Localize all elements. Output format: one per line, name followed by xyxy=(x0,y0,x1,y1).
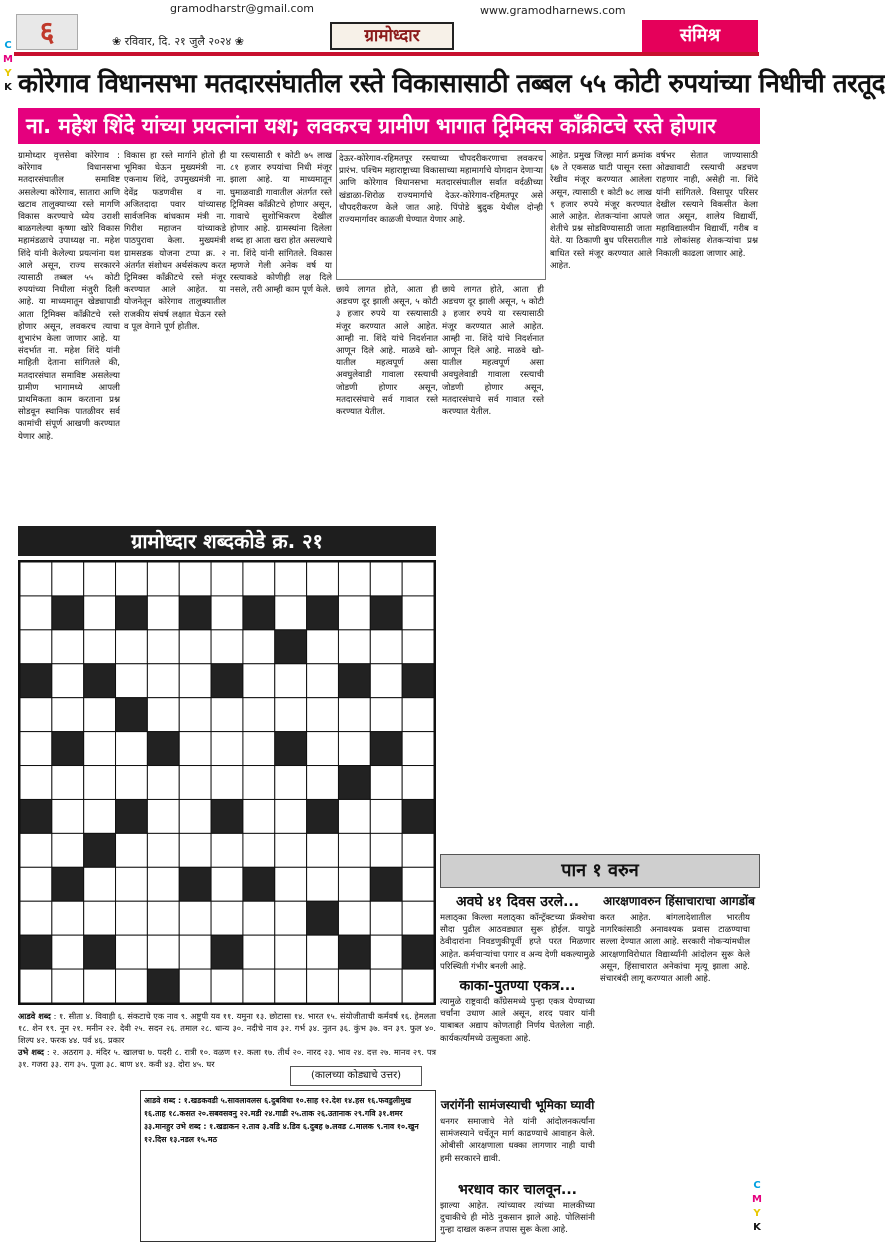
crossword-cell xyxy=(211,935,243,969)
crossword-cell xyxy=(20,799,52,833)
crossword-cell[interactable] xyxy=(20,698,52,732)
crossword-cell xyxy=(402,664,434,698)
crossword-cell[interactable] xyxy=(275,969,307,1003)
crossword-cell[interactable] xyxy=(370,766,402,800)
crossword-cell[interactable] xyxy=(116,732,148,766)
crossword-grid[interactable] xyxy=(18,560,436,1005)
crossword-cell[interactable] xyxy=(370,799,402,833)
crossword-cell[interactable] xyxy=(307,664,339,698)
cmyk-k: K xyxy=(4,82,12,93)
crossword-cell[interactable] xyxy=(370,901,402,935)
crossword-cell[interactable] xyxy=(179,901,211,935)
crossword-cell[interactable] xyxy=(116,664,148,698)
crossword-cell[interactable] xyxy=(147,799,179,833)
crossword-cell[interactable] xyxy=(116,867,148,901)
crossword-cell xyxy=(84,664,116,698)
crossword-cell[interactable] xyxy=(84,901,116,935)
crossword-cell xyxy=(52,867,84,901)
section-label: संमिश्र xyxy=(642,20,758,52)
page-number: ६ xyxy=(16,14,78,50)
continued-banner: पान १ वरुन xyxy=(440,854,760,888)
crossword-cell[interactable] xyxy=(116,969,148,1003)
crossword-cell[interactable] xyxy=(243,969,275,1003)
crossword-cell xyxy=(147,969,179,1003)
crossword-cell[interactable] xyxy=(20,901,52,935)
crossword-cell[interactable] xyxy=(370,833,402,867)
crossword-cell[interactable] xyxy=(275,596,307,630)
crossword-cell[interactable] xyxy=(211,732,243,766)
crossword-cell[interactable] xyxy=(338,833,370,867)
crossword-cell[interactable] xyxy=(116,630,148,664)
crossword-cell[interactable] xyxy=(84,766,116,800)
crossword-cell xyxy=(84,935,116,969)
cmyk-k-bottom: K xyxy=(753,1222,761,1233)
masthead-rule xyxy=(14,52,759,56)
across-heading: आडवे शब्द xyxy=(18,1011,51,1021)
story3-body: धनगर समाजाचे नेते यांनी आंदोलनकर्त्यांना सामंजस्याने चर्चेतून मार्ग काढण्याचे आवाहन केले. ओबीसी आरक्षणाला धक्का लागणार नाही याची हमी सरकारने द्यावी. xyxy=(440,1117,595,1164)
crossword-cell xyxy=(20,935,52,969)
crossword-cell[interactable] xyxy=(179,562,211,596)
crossword-cell[interactable] xyxy=(338,799,370,833)
crossword-cell[interactable] xyxy=(338,630,370,664)
crossword-cell[interactable] xyxy=(275,901,307,935)
crossword-cell xyxy=(116,799,148,833)
crossword-cell[interactable] xyxy=(243,766,275,800)
crossword-cell[interactable] xyxy=(147,833,179,867)
crossword-cell[interactable] xyxy=(52,766,84,800)
crossword-cell[interactable] xyxy=(338,698,370,732)
lead-col-6: आहेत. प्रमुख जिल्हा मार्ग क्रमांक ६७ ते एकसळ घाटी पासून रस्ता रेखीव मंजूर करण्यात आलेला असून, त्यासाठी १ कोटी ७८ लाख ९ हजार रुपये मंजूर करण्यात आले आहेत. शेतकऱ्यांना आपले शेतीचे प्रश्न सोडविण्यासाठी जाता येते. या ठिकाणी बुध परिसरातील बाधित रस्ते मंजूर करण्यात आले आहेत. xyxy=(550,151,652,271)
crossword-cell[interactable] xyxy=(179,630,211,664)
across-clues: १. सीता ४. विवाही ६. संकटाचे एक नाव ९. अष्टुपी यव ११. यमुना १३. छोटासा १४. भारत १५. संयोजीताची कर्मवर्ष १६. हेमलता १८. शेन १९. नून २१. मनीन २२. देवी २५. सदन २६. तमाल २८. धान्य ३०. नदीचे नाव ३२. गर्भ ३४. नुतन ३६. कुंभ ३७. वन ३९. फुल ४०. शिल्प ४२. फरक ४४. पर्व ४६. प्रकार xyxy=(18,1011,437,1045)
crossword-cell[interactable] xyxy=(243,562,275,596)
crossword-cell[interactable] xyxy=(275,698,307,732)
lead-col-2: विकास हा रस्ते मार्गाने होतो ही भूमिका घेऊन मुख्यमंत्री ना. एकनाथ शिंदे, उपमुख्यमंत्री ना. देवेंद्र फडणवीस व ना. अजितदादा पवार यांच्यासह सार्वजनिक बांधकाम मंत्री ना. गिरीश महाजन यांच्याकडे पाठपुरावा केला. मुख्यमंत्री ग्रामसडक योजना टप्पा क्र. २ अंतर्गत संशोधन अर्थसंकल्प करत ट्रिमिक्स काँक्रीटचे रस्ते मंजूर करण्यात आले आहेत. या योजनेतून कोरेगाव तालुक्यातील राजकीय संघर्ष लक्षात घेऊन रस्ते व पूल वेगाने पूर्ण होतील. xyxy=(124,151,226,332)
crossword-cell xyxy=(402,799,434,833)
crossword-cell xyxy=(179,596,211,630)
crossword-cell[interactable] xyxy=(147,596,179,630)
crossword-cell[interactable] xyxy=(147,867,179,901)
crossword-cell[interactable] xyxy=(402,630,434,664)
crossword-cell[interactable] xyxy=(275,935,307,969)
crossword-cell[interactable] xyxy=(370,630,402,664)
crossword-cell xyxy=(243,596,275,630)
crossword-cell[interactable] xyxy=(211,562,243,596)
lead-col-1: ग्रामोध्दार वृत्तसेवा कोरेगाव : कोरेगाव विधानसभा मतदारसंघातील समाविष्ट असलेल्या कोरेगाव, सातारा आणि खटाव तालुक्याच्या रस्ते मागणि विकास करण्याचे ध्येय उराशी बाळगलेल्या कृष्णा खोरे विकास महामंडळाचे उपाध्यक्ष ना. महेश शिंदे यांनी केलेल्या प्रयत्नांना यश आले असून, राज्य सरकारने त्यासाठी तब्बल ५५ कोटी रुपयांच्या निधीला मंजुरी दिली आहे. या माध्यमातून खेड्यापाडी आता ट्रिमिक्स काँक्रीटचे रस्ते होणार असून, लवकरच त्याचा शुभारंभ केला जाणार आहे. या संदर्भात ना. महेश शिंदे यांनी माहिती देताना सांगितले की, मतदारसंघात समाविष्ट असलेल्या ग्रामीण भागामध्ये आपली प्राथमिकता काम करताना प्रश्न सोडवून स्थानिक पातळीवर सर्व कामांची संपूर्ण आखणी करण्यात येणार आहे. xyxy=(18,151,120,442)
crossword-cell xyxy=(179,867,211,901)
crossword-cell[interactable] xyxy=(211,867,243,901)
crossword-cell[interactable] xyxy=(370,969,402,1003)
cmyk-c: C xyxy=(4,40,12,51)
crossword-cell[interactable] xyxy=(211,901,243,935)
crossword-cell[interactable] xyxy=(20,732,52,766)
crossword-cell[interactable] xyxy=(179,833,211,867)
crossword-cell[interactable] xyxy=(84,698,116,732)
story1-headline: अवघे ४१ दिवस उरले... xyxy=(455,894,580,910)
crossword-cell xyxy=(370,596,402,630)
crossword-cell[interactable] xyxy=(52,901,84,935)
crossword-cell[interactable] xyxy=(20,630,52,664)
story5-headline: आरक्षणावरुन हिंसाचाराचा आगडोंब xyxy=(603,894,755,908)
crossword-cell[interactable] xyxy=(116,901,148,935)
crossword-cell[interactable] xyxy=(307,935,339,969)
crossword-cell[interactable] xyxy=(243,664,275,698)
crossword-cell[interactable] xyxy=(370,698,402,732)
crossword-cell[interactable] xyxy=(116,935,148,969)
crossword-cell[interactable] xyxy=(147,935,179,969)
crossword-cell xyxy=(147,732,179,766)
crossword-cell[interactable] xyxy=(20,833,52,867)
crossword-cell[interactable] xyxy=(243,799,275,833)
crossword-clues: आडवे शब्द : १. सीता ४. विवाही ६. संकटाचे एक नाव ९. अष्टुपी यव ११. यमुना १३. छोटासा १४. भारत १५. संयोजीताची कर्मवर्ष १६. हेमलता १८. शेन १९. नून २१. मनीन २२. देवी २५. सदन २६. तमाल २८. धान्य ३०. नदीचे नाव ३२. गर्भ ३४. नुतन ३६. कुंभ ३७. वन ३९. फुल ४०. शिल्प ४२. फरक ४४. पर्व ४६. प्रकार उभे शब्द : २. अठराग ३. मंदिर ५. खालचा ७. पदरी ८. रात्री १०. वळण १२. कला १७. तीर्थ २०. नारद २३. भाव २४. दत्त २७. मानव २९. पत्र ३१. गजरा ३३. राग ३५. पूजा ३८. बाण ४१. कवी ४३. दोरा ४५. घर xyxy=(18,1011,437,1069)
crossword-cell[interactable] xyxy=(275,867,307,901)
crossword-cell[interactable] xyxy=(147,698,179,732)
crossword-cell xyxy=(211,799,243,833)
cmyk-c-bottom: C xyxy=(753,1180,761,1191)
down-clues: २. अठराग ३. मंदिर ५. खालचा ७. पदरी ८. रात्री १०. वळण १२. कला १७. तीर्थ २०. नारद २३. भाव २४. दत्त २७. मानव २९. पत्र ३१. गजरा ३३. राग ३५. पूजा ३८. बाण ४१. कवी ४३. दोरा ४५. घर xyxy=(18,1047,437,1069)
story4-body: झाल्या आहेत. त्यांच्यावर त्यांच्या मालकीच्या दुचाकीचे ही मोठे नुकसान झाले आहे. पोलिसांनी गुन्हा दाखल करून तपास सुरू केला आहे. xyxy=(440,1201,595,1236)
crossword-cell[interactable] xyxy=(243,935,275,969)
crossword-cell[interactable] xyxy=(275,833,307,867)
story5-body: करत आहेत. बांगलादेशातील भारतीय नागरिकांसाठी अनावश्यक प्रवास टाळण्याचा सल्ला देण्यात आला आहे. सरकारी नोकऱ्यांमधील आरक्षणाविरोधात विद्यार्थ्यांनी आंदोलन सुरू केले असून, हिंसाचारात अनेकांचा मृत्यू झाला आहे. संचारबंदी लागू करण्यात आली आहे. xyxy=(600,913,750,985)
crossword-cell xyxy=(52,596,84,630)
crossword-cell[interactable] xyxy=(338,969,370,1003)
crossword-cell[interactable] xyxy=(307,630,339,664)
crossword-cell xyxy=(402,935,434,969)
crossword-cell[interactable] xyxy=(211,630,243,664)
crossword-cell[interactable] xyxy=(402,969,434,1003)
crossword-cell[interactable] xyxy=(179,698,211,732)
answers-title: (कालच्या कोड्याचे उत्तर) xyxy=(290,1066,422,1086)
crossword-cell[interactable] xyxy=(370,562,402,596)
crossword-cell[interactable] xyxy=(20,867,52,901)
story4-headline: भरधाव कार चालवून... xyxy=(458,1182,577,1198)
crossword-cell xyxy=(370,732,402,766)
crossword-cell[interactable] xyxy=(402,596,434,630)
lead-col-4b: छाये लागत होते, आता ही अडचण दूर झाली असून, ५ कोटी ३ हजार रुपये या रस्त्यासाठी मंजूर करण्यात आले आहेत. आम्ही ना. शिंदे यांचे निदर्शनात आणून दिले आहे. माळवे खो-यातील महत्वपूर्ण असा अवघुलेवाडी गावाला रस्त्याची जोडणी होणार असून, मतदारसंघाचे सर्व गावात रस्ते करण्यात येतील. xyxy=(336,285,438,418)
crossword-cell[interactable] xyxy=(147,766,179,800)
crossword-cell[interactable] xyxy=(147,664,179,698)
crossword-cell[interactable] xyxy=(84,596,116,630)
crossword-cell[interactable] xyxy=(147,562,179,596)
crossword-cell[interactable] xyxy=(275,766,307,800)
crossword-cell[interactable] xyxy=(179,664,211,698)
crossword-cell[interactable] xyxy=(307,732,339,766)
crossword-cell[interactable] xyxy=(116,833,148,867)
crossword-cell[interactable] xyxy=(211,969,243,1003)
crossword-cell[interactable] xyxy=(116,562,148,596)
cmyk-m: M xyxy=(3,54,13,65)
crossword-cell[interactable] xyxy=(402,901,434,935)
story2-body: त्यामुळे राष्ट्रवादी काँग्रेसमध्ये पुन्हा एकत्र येण्याच्या चर्चांना उधाण आले असून, शरद पवार यांनी याबाबत अद्याप कोणताही निर्णय घेतलेला नाही. कार्यकर्त्यांमध्ये उत्सुकता आहे. xyxy=(440,997,595,1044)
crossword-cell[interactable] xyxy=(20,969,52,1003)
crossword-cell xyxy=(84,833,116,867)
crossword-cell xyxy=(52,732,84,766)
crossword-cell xyxy=(307,901,339,935)
crossword-cell[interactable] xyxy=(370,935,402,969)
story1-body: मलाठ्का किल्ला मलाठ्का कॉन्ट्रॅक्टच्या फ्रॅक्शेचा सौदा पुढील आठवड्यात सुरू होईल. यापुढे ठेवीदारांना निवडणुकीपूर्वी हप्ते परत मिळणार आहेत. कर्मचाऱ्यांचा पगार व अन्य देणी थकल्यामुळे परिस्थिती गंभीर बनली आहे. xyxy=(440,913,595,972)
crossword-cell[interactable] xyxy=(211,833,243,867)
cmyk-y-bottom: Y xyxy=(753,1208,761,1219)
lead-box-col-4: देऊर-कोरेगाव-रहिमतपूर रस्त्याच्या चौपदरीकरणाचा लवकरच प्रारंभ. पश्चिम महाराष्ट्राच्या विकासाच्या महामार्गाचे योगदान देणाऱ्या आणि कोरेगाव विधानसभा मतदारसंघातील सर्वात वर्दळीच्या खंडाळा-शिरोळ राज्यमार्गाचे देऊर-कोरेगाव-रहिमतपूर असे चौपदरीकरण केले जात आहे. पिंपोडे बुद्रुक येथील दोन्ही राज्यमार्गावर काळजी घेण्यात येणार आहे. xyxy=(336,150,546,280)
crossword-cell[interactable] xyxy=(84,630,116,664)
crossword-cell[interactable] xyxy=(147,901,179,935)
crossword-cell xyxy=(307,596,339,630)
crossword-cell[interactable] xyxy=(116,766,148,800)
crossword-cell[interactable] xyxy=(52,698,84,732)
crossword-cell[interactable] xyxy=(402,562,434,596)
cmyk-y: Y xyxy=(4,68,12,79)
crossword-cell[interactable] xyxy=(243,698,275,732)
crossword-cell[interactable] xyxy=(52,664,84,698)
crossword-cell[interactable] xyxy=(307,833,339,867)
crossword-cell[interactable] xyxy=(179,732,211,766)
crossword-cell[interactable] xyxy=(179,969,211,1003)
crossword-cell[interactable] xyxy=(211,698,243,732)
lead-col-7: वर्षभर सेतात जाण्यासाठी ओढ्यावाटी रस्त्याची अडचण राहणार नाही, असेही ना. शिंदे यांनी सांगितले. विसापूर परिसर देखील रस्त्याने विकसीत केला जात असून, शालेय विद्यार्थी, महाविद्यालयीन विद्यार्थी, गरीब व गाडे लोकांसह शेतकऱ्यांचा प्रश्न निकाली काढला जाणार आहे. xyxy=(656,151,758,259)
down-heading: उभे शब्द xyxy=(18,1047,44,1057)
crossword-cell[interactable] xyxy=(147,630,179,664)
website-link[interactable]: www.gramodharnews.com xyxy=(480,4,626,17)
crossword-cell[interactable] xyxy=(179,766,211,800)
crossword-cell[interactable] xyxy=(84,867,116,901)
crossword-cell[interactable] xyxy=(243,901,275,935)
crossword-cell xyxy=(338,766,370,800)
crossword-cell[interactable] xyxy=(338,732,370,766)
crossword-cell[interactable] xyxy=(338,562,370,596)
crossword-cell[interactable] xyxy=(402,867,434,901)
crossword-cell[interactable] xyxy=(338,867,370,901)
crossword-cell xyxy=(116,698,148,732)
crossword-cell[interactable] xyxy=(211,596,243,630)
crossword-cell[interactable] xyxy=(275,664,307,698)
lead-col-5: छाये लागत होते, आता ही अडचण दूर झाली असून, ५ कोटी ३ हजार रुपये या रस्त्यासाठी मंजूर करण्यात आले आहेत. आम्ही ना. शिंदे यांचे निदर्शनात आणून दिले आहे. माळवे खो-यातील महत्वपूर्ण असा अवघुलेवाडी गावाला रस्त्याची जोडणी होणार असून, मतदारसंघाचे सर्व गावात रस्ते करण्यात येतील. xyxy=(442,285,544,418)
crossword-cell[interactable] xyxy=(52,969,84,1003)
email-link[interactable]: gramodharstr@gmail.com xyxy=(170,2,315,15)
date-line: ❀ रविवार, दि. २१ जुलै २०२४ ❀ xyxy=(112,35,244,48)
crossword-cell[interactable] xyxy=(402,698,434,732)
crossword-cell[interactable] xyxy=(338,901,370,935)
crossword-cell[interactable] xyxy=(84,969,116,1003)
crossword-cell xyxy=(307,799,339,833)
crossword-cell[interactable] xyxy=(211,766,243,800)
crossword-cell[interactable] xyxy=(20,562,52,596)
crossword-cell[interactable] xyxy=(402,833,434,867)
crossword-cell xyxy=(211,664,243,698)
newspaper-logo: ग्रामोध्दार xyxy=(330,22,454,50)
crossword-cell xyxy=(275,732,307,766)
story3-headline: जरांगेंनी सामंजस्याची भूमिका घ्यावी xyxy=(440,1098,595,1112)
crossword-cell[interactable] xyxy=(20,596,52,630)
lead-headline: कोरेगाव विधानसभा मतदारसंघातील रस्ते विकासासाठी तब्बल ५५ कोटी रुपयांच्या निधीची तरतूद xyxy=(18,69,885,99)
crossword-cell[interactable] xyxy=(52,799,84,833)
crossword-cell xyxy=(338,935,370,969)
crossword-cell[interactable] xyxy=(179,935,211,969)
crossword-cell[interactable] xyxy=(402,732,434,766)
crossword-cell[interactable] xyxy=(52,630,84,664)
crossword-cell[interactable] xyxy=(84,732,116,766)
crossword-title: ग्रामोध्दार शब्दकोडे क्र. २१ xyxy=(18,526,436,556)
crossword-cell[interactable] xyxy=(52,833,84,867)
crossword-cell[interactable] xyxy=(243,630,275,664)
crossword-cell[interactable] xyxy=(275,799,307,833)
crossword-cell[interactable] xyxy=(243,833,275,867)
crossword-cell[interactable] xyxy=(20,766,52,800)
crossword-cell[interactable] xyxy=(370,664,402,698)
crossword-cell xyxy=(338,664,370,698)
crossword-cell[interactable] xyxy=(84,799,116,833)
crossword-cell xyxy=(116,596,148,630)
crossword-answers: आडवे शब्द : १.खडकवडी ५.सावलावलस ६.दुबविधा १०.साह १२.देश १४.हस १६.फवडुलीमुख १६.ताह १८.कसत २०.सबवसवनु २२.मडी २४.गाडी २५.ताक २६.उतानाक २९.गवि ३१.शमर ३३.मानहुर उभे शब्द : १.खडाकन २.ताव ३.वडि ४.डिव ६.दुबह ७.लवड ८.मालक ९.नाव १०.खुन १२.दिस १३.नडल १५.मठ xyxy=(140,1090,436,1242)
lead-col-3: या रस्त्यासाठी १ कोटी ७५ लाख ८१ हजार रुपयांचा निधी मंजूर झाला आहे. या माध्यमातून घुमाळवाडी गावातील अंतर्गत रस्ते ट्रिमिक्स काँक्रीटचे होणार असून, गावाचे सुशोभिकरण देखील होणार आहे. ग्रामस्थांना दिलेला शब्द हा आता खरा होत असल्याचे ना. शिंदे यांनी सांगितले. विकास म्हणजे गेली अनेक वर्ष या रस्त्याकडे कोणीही लक्ष दिले नसले, तरी आम्ही काम पूर्ण केले. xyxy=(230,151,332,296)
crossword-cell xyxy=(370,867,402,901)
crossword-cell xyxy=(275,630,307,664)
crossword-cell[interactable] xyxy=(307,562,339,596)
crossword-cell[interactable] xyxy=(243,732,275,766)
crossword-cell[interactable] xyxy=(338,596,370,630)
crossword-cell[interactable] xyxy=(307,969,339,1003)
lead-subheadline: ना. महेश शिंदे यांच्या प्रयत्नांना यश; लवकरच ग्रामीण भागात ट्रिमिक्स काँक्रीटचे रस्ते होणार xyxy=(18,108,760,144)
crossword-cell[interactable] xyxy=(275,562,307,596)
crossword-cell[interactable] xyxy=(307,867,339,901)
crossword-cell[interactable] xyxy=(307,698,339,732)
crossword-cell xyxy=(243,867,275,901)
cmyk-m-bottom: M xyxy=(752,1194,762,1205)
crossword-cell[interactable] xyxy=(52,562,84,596)
crossword-cell xyxy=(20,664,52,698)
crossword-cell[interactable] xyxy=(402,766,434,800)
crossword-cell[interactable] xyxy=(179,799,211,833)
crossword-cell[interactable] xyxy=(84,562,116,596)
crossword-cell[interactable] xyxy=(307,766,339,800)
crossword-cell[interactable] xyxy=(52,935,84,969)
story2-headline: काका-पुतण्या एकत्र... xyxy=(459,978,576,994)
